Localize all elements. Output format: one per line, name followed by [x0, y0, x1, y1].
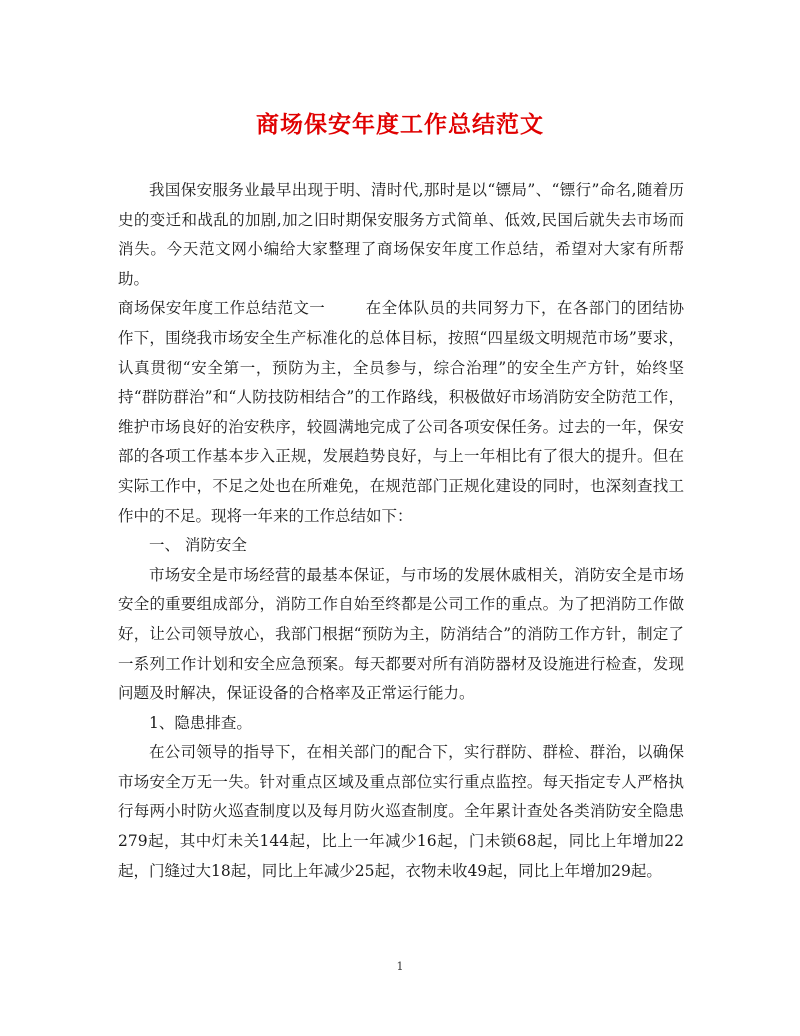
document-title: 商场保安年度工作总结范文 — [256, 111, 544, 138]
section-heading-fire-safety: 一、 消防安全 — [149, 536, 247, 555]
sample-body: 在全体队员的共同努力下，在各部门的团结协作下，围绕我市场安全生产标准化的总体目标，按照“四星级文明规范市场”要求，认真贯彻“安全第一，预防为主，全员参与，综合治理”的安全生产方针，始终坚持“群防群治”和“人防技防相结合”的工作路线，积极做好市场消防安全防范工作，维护市场良好的治安秩序，较圆满地完成了公司各项安保任务。过去的一年，保安部的各项工作基本步入正规，发展趋势良好，与上一年相比有了很大的提升。但在实际工作中，不足之处也在所难免，在规范部门正规化建设的同时，也深刻查找工作中的不足。现将一年来的工作总结如下： — [118, 299, 684, 525]
sample-paragraph — [118, 294, 684, 531]
subsection-paragraph-hazard-check: 在公司领导的指导下，在相关部门的配合下，实行群防、群检、群治，以确保市场安全万无一失。针对重点区域及重点部位实行重点监控。每天指定专人严格执行每两小时防火巡查制度以及每月防火巡查制度。全年累计查处各类消防安全隐患279起，其中灯未关144起，比上一年减少16起，门未锁68起，同比上年增加22起，门缝过大18起，同比上年减少25起，衣物未收49起，同比上年增加29起。 — [118, 743, 684, 880]
document-body — [118, 176, 684, 886]
subsection-heading-hazard-check: 1、隐患排查。 — [149, 713, 252, 732]
sample-label: 商场保安年度工作总结范文一 — [118, 299, 326, 318]
intro-paragraph: 我国保安服务业最早出现于明、清时代,那时是以“镖局”、“镖行”命名,随着历史的变迁和战乱的加剧,加之旧时期保安服务方式简单、低效,民国后就失去市场而消失。今天范文网小编给大家整理了商场保安年度工作总结，希望对大家有所帮助。 — [118, 181, 684, 288]
section-paragraph-fire-safety: 市场安全是市场经营的最基本保证，与市场的发展休戚相关，消防安全是市场安全的重要组成部分，消防工作自始至终都是公司工作的重点。为了把消防工作做好，让公司领导放心，我部门根据“预防为主，防消结合”的消防工作方针，制定了一系列工作计划和安全应急预案。每天都要对所有消防器材及设施进行检查，发现问题及时解决，保证设备的合格率及正常运行能力。 — [118, 565, 684, 703]
page-number: 1 — [396, 960, 404, 973]
